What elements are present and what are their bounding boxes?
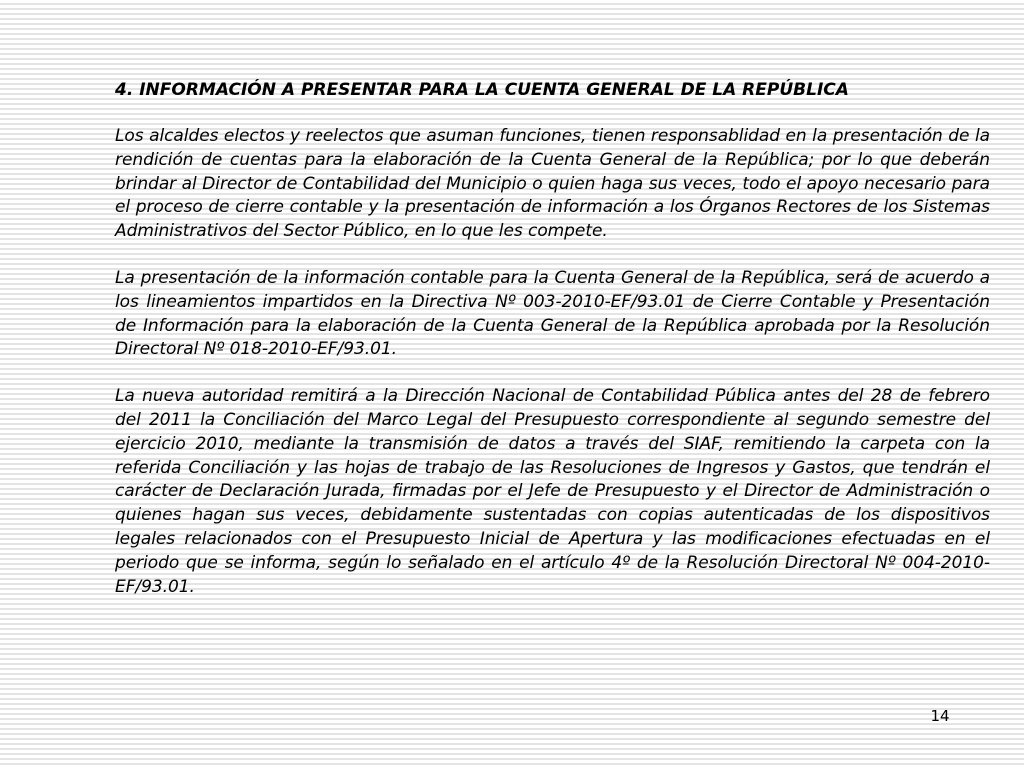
- paragraph-conciliacion: La nueva autoridad remitirá a la Dirección Nacional de Contabilidad Pública antes del 28 de febrero del 2011 la Conciliación del Marco Legal del Presupuesto correspondiente al segundo semestre del ejercicio 2010, mediante la transmisión de datos a través del SIAF, remitiendo la carpeta con la referida Conciliación y las hojas de trabajo de las Resoluciones de Ingresos y Gastos, que tendrán el carácter de Declaración Jurada, firmadas por el Jefe de Presupuesto y el Director de Administración o quienes hagan sus veces, debidamente sustentadas con copias autenticadas de los dispositivos legales relacionados con el Presupuesto Inicial de Apertura y las modificaciones efectuadas en el periodo que se informa, según lo señalado en el artículo 4º de la Resolución Directoral Nº 004-2010-EF/93.01.: [115, 386, 990, 597]
- paragraph-directiva: La presentación de la información contable para la Cuenta General de la República, será de acuerdo a los lineamientos impartidos en la Directiva Nº 003-2010-EF/93.01 de Cierre Contable y Presentación de Información para la elaboración de la Cuenta General de la República aprobada por la Resolución Directoral Nº 018-2010-EF/93.01.: [115, 267, 990, 360]
- slide-content: [115, 79, 990, 599]
- page-number: 14: [930, 707, 950, 725]
- paragraph-alcaldes: Los alcaldes electos y reelectos que asuman funciones, tienen responsablidad en la presentación de la rendición de cuentas para la elaboración de la Cuenta General de la República; por lo que deberán brindar al Director de Contabilidad del Municipio o quien haga sus veces, todo el apoyo necesario para el proceso de cierre contable y la presentación de información a los Órganos Rectores de los Sistemas Administrativos del Sector Público, en lo que les compete.: [115, 126, 990, 242]
- slide-heading: 4. INFORMACIÓN A PRESENTAR PARA LA CUENTA GENERAL DE LA REPÚBLICA: [115, 80, 849, 100]
